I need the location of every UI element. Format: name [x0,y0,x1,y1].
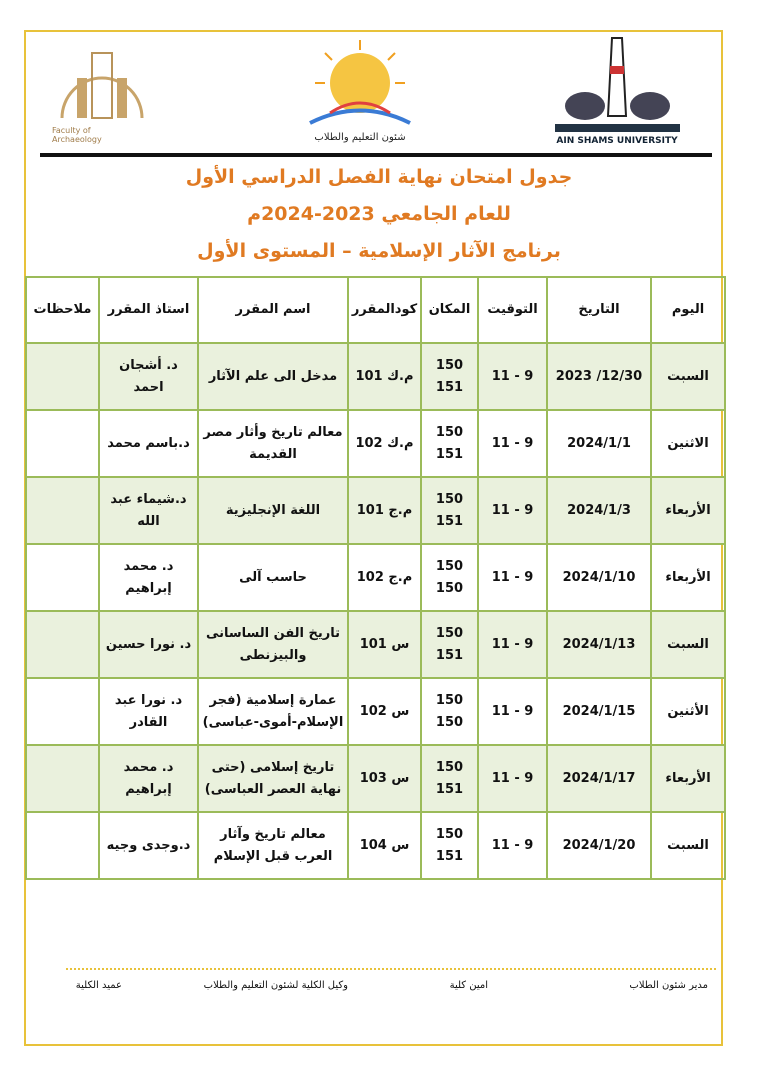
header-instructor: استاذ المقرر [99,277,198,343]
cell-notes [26,410,99,477]
student-affairs-logo [285,38,435,143]
cell-day: الأربعاء [651,745,725,812]
cell-date: 2024/1/10 [547,544,651,611]
cell-course: حاسب آلى [198,544,348,611]
cell-date: 2024/1/17 [547,745,651,812]
table-row [26,812,725,879]
cell-place: 150 151 [421,812,478,879]
cell-code: م.ك 101 [348,343,421,410]
svg-text:AIN SHAMS UNIVERSITY: AIN SHAMS UNIVERSITY [556,136,678,146]
cell-notes [26,544,99,611]
header-notes: ملاحظات [26,277,99,343]
table-row [26,544,725,611]
cell-day: الأثنين [651,678,725,745]
table-row [26,477,725,544]
header-time: التوقيت [478,277,547,343]
svg-text:شئون التعليم والطلاب: شئون التعليم والطلاب [314,132,406,143]
cell-time: 9 - 11 [478,745,547,812]
cell-time: 9 - 11 [478,410,547,477]
table-row [26,745,725,812]
cell-notes [26,611,99,678]
cell-notes [26,678,99,745]
table-row [26,343,725,410]
cell-instructor: د. أشجان احمد [99,343,198,410]
header-day: اليوم [651,277,725,343]
svg-text:Faculty of: Faculty of [52,126,91,135]
cell-time: 9 - 11 [478,812,547,879]
header-divider [40,153,712,157]
cell-course: مدخل الى علم الآثار [198,343,348,410]
cell-day: الأربعاء [651,477,725,544]
cell-place: 150 151 [421,343,478,410]
exam-title: جدول امتحان نهاية الفصل الدراسي الأول [185,166,573,188]
header-code: كودالمقرر [348,277,421,343]
cell-time: 9 - 11 [478,678,547,745]
header-course: اسم المقرر [198,277,348,343]
cell-place: 150 151 [421,477,478,544]
cell-date: 2024/1/3 [547,477,651,544]
cell-place: 150 151 [421,410,478,477]
cell-instructor: د. محمد إبراهيم [99,544,198,611]
table-row [26,678,725,745]
signature-student-affairs: مدير شئون الطلاب [629,980,708,991]
cell-instructor: د.وجدى وجيه [99,812,198,879]
table-row [26,410,725,477]
cell-instructor: د.شيماء عبد الله [99,477,198,544]
exam-schedule-table [25,276,726,880]
cell-place: 150 150 [421,678,478,745]
header-place: المكان [421,277,478,343]
cell-notes [26,812,99,879]
cell-time: 9 - 11 [478,477,547,544]
cell-code: م.ك 102 [348,410,421,477]
cell-notes [26,745,99,812]
signature-college-secretary: امين كلية [449,980,488,991]
cell-day: السبت [651,343,725,410]
cell-code: م.ج 102 [348,544,421,611]
cell-date: 2024/1/15 [547,678,651,745]
svg-text:Archaeology: Archaeology [52,135,102,144]
cell-time: 9 - 11 [478,544,547,611]
cell-date: 12/30/ 2023 [547,343,651,410]
table-row [26,611,725,678]
cell-code: س 101 [348,611,421,678]
cell-notes [26,477,99,544]
cell-date: 2024/1/13 [547,611,651,678]
cell-course: اللغة الإنجليزية [198,477,348,544]
faculty-of-archaeology-logo [52,38,152,148]
cell-time: 9 - 11 [478,611,547,678]
program-level: برنامج الآثار الإسلامية – المستوى الأول [197,240,561,262]
signature-vice-dean: وكيل الكلية لشئون التعليم والطلاب [203,980,348,991]
academic-year: للعام الجامعي 2023-2024م [247,203,511,225]
signature-divider [66,968,716,970]
cell-instructor: د. محمد إبراهيم [99,745,198,812]
table-header-row [26,277,725,343]
cell-course: معالم تاريخ وآثار العرب قبل الإسلام [198,812,348,879]
cell-place: 150 150 [421,544,478,611]
cell-time: 9 - 11 [478,343,547,410]
cell-day: السبت [651,611,725,678]
cell-course: معالم تاريخ وأثار مصر القديمة [198,410,348,477]
cell-instructor: د. نورا حسين [99,611,198,678]
cell-course: تاريخ إسلامى (حتى نهاية العصر العباسى) [198,745,348,812]
cell-code: س 103 [348,745,421,812]
signature-dean: عميد الكلية [75,980,122,991]
cell-code: م.ج 101 [348,477,421,544]
cell-date: 2024/1/1 [547,410,651,477]
cell-notes [26,343,99,410]
cell-instructor: د. نورا عبد القادر [99,678,198,745]
cell-day: الاثنين [651,410,725,477]
cell-date: 2024/1/20 [547,812,651,879]
cell-day: الأربعاء [651,544,725,611]
cell-day: السبت [651,812,725,879]
cell-course: تاريخ الفن الساسانى والبيزنطى [198,611,348,678]
cell-course: عمارة إسلامية (فجر الإسلام-أموى-عباسى) [198,678,348,745]
cell-code: س 102 [348,678,421,745]
cell-place: 150 151 [421,745,478,812]
cell-instructor: د.باسم محمد [99,410,198,477]
cell-code: س 104 [348,812,421,879]
header-date: التاريخ [547,277,651,343]
cell-place: 150 151 [421,611,478,678]
ain-shams-university-logo [550,36,685,148]
